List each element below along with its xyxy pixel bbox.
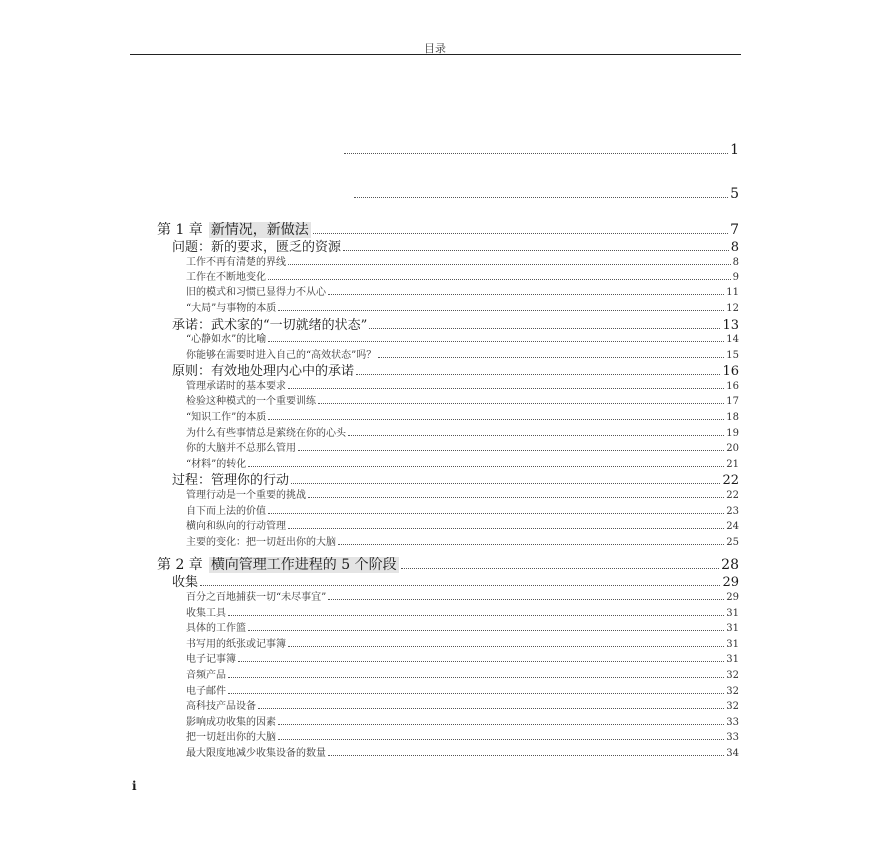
toc-page-number: 21	[726, 459, 739, 470]
toc-item[interactable]	[186, 666, 739, 681]
toc-item[interactable]	[186, 588, 739, 603]
toc-page-number: 31	[726, 654, 739, 665]
toc-item-title: 工作不再有清楚的界线	[186, 257, 286, 268]
toc-item-title: 把一切赶出你的大脑	[186, 732, 276, 743]
toc-item-title: “心静如水”的比喻	[186, 334, 267, 345]
toc-leader-dots	[338, 544, 724, 545]
toc-leader-dots	[268, 341, 724, 342]
toc-page-number: 5	[730, 186, 739, 202]
toc-item[interactable]	[186, 604, 739, 619]
toc-item[interactable]	[186, 299, 739, 314]
toc-item-title: 工作在不断地变化	[186, 272, 266, 283]
toc-leader-dots	[313, 233, 728, 234]
toc-item-title: 最大限度地减少收集设备的数量	[186, 748, 326, 759]
toc-item-title: 你的大脑并不总那么管用	[186, 443, 296, 454]
toc-item[interactable]	[186, 455, 739, 470]
toc-page-number: 8	[732, 257, 739, 268]
header-rule	[130, 54, 741, 55]
toc-leader-dots	[268, 419, 724, 420]
chapter-title: 横向管理工作进程的 5 个阶段	[210, 557, 397, 573]
toc-leader-dots	[278, 310, 724, 311]
toc-item-title: 管理承诺时的基本要求	[186, 381, 286, 392]
toc-page-number: 24	[726, 521, 739, 532]
toc-item[interactable]	[186, 253, 739, 268]
toc-item-title: 电子邮件	[186, 686, 226, 697]
toc-item[interactable]	[186, 377, 739, 392]
toc-page-number: 31	[726, 639, 739, 650]
toc-page-number: 16	[722, 364, 739, 379]
toc-leader-dots	[401, 568, 720, 569]
toc-page-number: 16	[726, 381, 739, 392]
toc-page-number: 32	[726, 670, 739, 681]
toc-item[interactable]	[186, 744, 739, 759]
toc-item-title: 收集工具	[186, 608, 226, 619]
toc-leader-dots	[378, 357, 724, 358]
toc-leader-dots	[298, 450, 724, 451]
toc-item-title: “材料”的转化	[186, 459, 247, 470]
toc-item[interactable]	[186, 682, 739, 697]
toc-section-title: 承诺：武术家的“一切就绪的状态”	[172, 318, 368, 333]
toc-item[interactable]	[186, 502, 739, 517]
toc-item-title: 百分之百地捕获一切“未尽事宜”	[186, 592, 327, 603]
toc-item[interactable]	[186, 517, 739, 532]
toc-leader-dots	[268, 279, 731, 280]
toc-page-number: 33	[726, 717, 739, 728]
toc-item-title: “知识工作”的本质	[186, 412, 267, 423]
toc-item-title: 检验这种模式的一个重要训练	[186, 396, 316, 407]
toc-item[interactable]	[186, 392, 739, 407]
toc-item-title: 为什么有些事情总是萦绕在你的心头	[186, 428, 346, 439]
toc-item[interactable]	[186, 650, 739, 665]
toc-leader-dots	[288, 388, 724, 389]
toc-item-title: 管理行动是一个重要的挑战	[186, 490, 306, 501]
chapter-number: 第 1 章	[157, 222, 203, 238]
toc-leader-dots	[238, 661, 724, 662]
toc-page-number: 13	[722, 318, 739, 333]
toc-leader-dots	[258, 708, 724, 709]
toc-page-number: 15	[726, 350, 739, 361]
toc-leader-dots	[228, 677, 724, 678]
toc-leader-dots	[318, 403, 724, 404]
toc-section-title: 原则：有效地处理内心中的承诺	[172, 364, 355, 379]
toc-item-title: 影响成功收集的因素	[186, 717, 276, 728]
toc-item[interactable]	[186, 728, 739, 743]
toc-leader-dots	[268, 513, 724, 514]
toc-item-title: 电子记事簿	[186, 654, 236, 665]
toc-leader-dots	[248, 630, 724, 631]
toc-page-number: 12	[726, 303, 739, 314]
toc-item[interactable]	[186, 283, 739, 298]
toc-item[interactable]	[186, 424, 739, 439]
toc-item[interactable]	[186, 486, 739, 501]
toc-leader-dots	[343, 250, 729, 251]
toc-item[interactable]	[186, 533, 739, 548]
toc-page-number: 14	[726, 334, 739, 345]
toc-leader-dots	[288, 646, 724, 647]
toc-item-title: 主要的变化：把一切赶出你的大脑	[186, 537, 336, 548]
toc-page-number: 29	[722, 575, 739, 590]
toc-section-title: 收集	[172, 575, 199, 590]
toc-leader-dots	[228, 615, 724, 616]
toc-item-title: 具体的工作篮	[186, 623, 246, 634]
toc-item[interactable]	[186, 439, 739, 454]
toc-leader-dots	[369, 328, 720, 329]
toc-page-number: 32	[726, 686, 739, 697]
toc-leader-dots	[356, 374, 720, 375]
toc-item[interactable]	[186, 268, 739, 283]
toc-page-number: 29	[726, 592, 739, 603]
toc-item[interactable]	[186, 330, 739, 345]
toc-item[interactable]	[186, 619, 739, 634]
toc-page-number: 33	[726, 732, 739, 743]
toc-leader-dots	[354, 197, 728, 198]
toc-leader-dots	[278, 739, 724, 740]
toc-item-title: 横向和纵向的行动管理	[186, 521, 286, 532]
toc-page-number: 32	[726, 701, 739, 712]
toc-page-number: 23	[726, 506, 739, 517]
chapter-number: 第 2 章	[157, 557, 203, 573]
page-header-title: 目录	[424, 42, 446, 55]
toc-item-title: 书写用的纸张或记事簿	[186, 639, 286, 650]
toc-page-number: 25	[726, 537, 739, 548]
toc-item-title: 高科技产品设备	[186, 701, 256, 712]
toc-item[interactable]	[186, 346, 739, 361]
toc-leader-dots	[228, 693, 724, 694]
toc-section-title: 问题：新的要求，匮乏的资源	[172, 240, 342, 255]
toc-page-number: 1	[730, 142, 739, 158]
toc-page-number: 22	[726, 490, 739, 501]
toc-item-title: 旧的模式和习惯已显得力不从心	[186, 287, 326, 298]
toc-entry-front-1[interactable]	[342, 142, 739, 158]
toc-leader-dots	[288, 528, 724, 529]
footer-page-mark: i	[132, 779, 137, 793]
toc-leader-dots	[348, 435, 724, 436]
toc-leader-dots	[278, 724, 724, 725]
toc-page-number: 34	[726, 748, 739, 759]
toc-item-title: 你能够在需要时进入自己的“高效状态”吗？	[186, 350, 377, 361]
toc-section-title: 过程：管理你的行动	[172, 473, 290, 488]
toc-page-number: 31	[726, 608, 739, 619]
toc-page-number: 18	[726, 412, 739, 423]
toc-leader-dots	[328, 755, 724, 756]
toc-item-title: 音频产品	[186, 670, 226, 681]
toc-page-number: 28	[721, 557, 739, 573]
toc-item-title: 自下而上法的价值	[186, 506, 266, 517]
toc-leader-dots	[328, 294, 724, 295]
toc-page-number: 22	[722, 473, 739, 488]
toc-page-number: 8	[730, 240, 739, 255]
toc-page-number: 20	[726, 443, 739, 454]
toc-page-number: 9	[732, 272, 739, 283]
toc-leader-dots	[328, 599, 724, 600]
toc-entry-front-2[interactable]	[352, 186, 739, 202]
toc-page-number: 7	[730, 222, 739, 238]
toc-page-number: 31	[726, 623, 739, 634]
toc-leader-dots	[291, 483, 720, 484]
toc-item[interactable]	[186, 697, 739, 712]
toc-leader-dots	[248, 466, 724, 467]
toc-page-number: 19	[726, 428, 739, 439]
toc-leader-dots	[344, 153, 728, 154]
toc-page-number: 17	[726, 396, 739, 407]
toc-leader-dots	[200, 585, 720, 586]
toc-leader-dots	[288, 264, 731, 265]
toc-item[interactable]	[186, 635, 739, 650]
toc-leader-dots	[308, 497, 724, 498]
toc-page-number: 11	[726, 287, 739, 298]
chapter-title: 新情况，新做法	[210, 222, 309, 238]
toc-item[interactable]	[186, 408, 739, 423]
toc-item-title: “大局”与事物的本质	[186, 303, 277, 314]
toc-item[interactable]	[186, 713, 739, 728]
